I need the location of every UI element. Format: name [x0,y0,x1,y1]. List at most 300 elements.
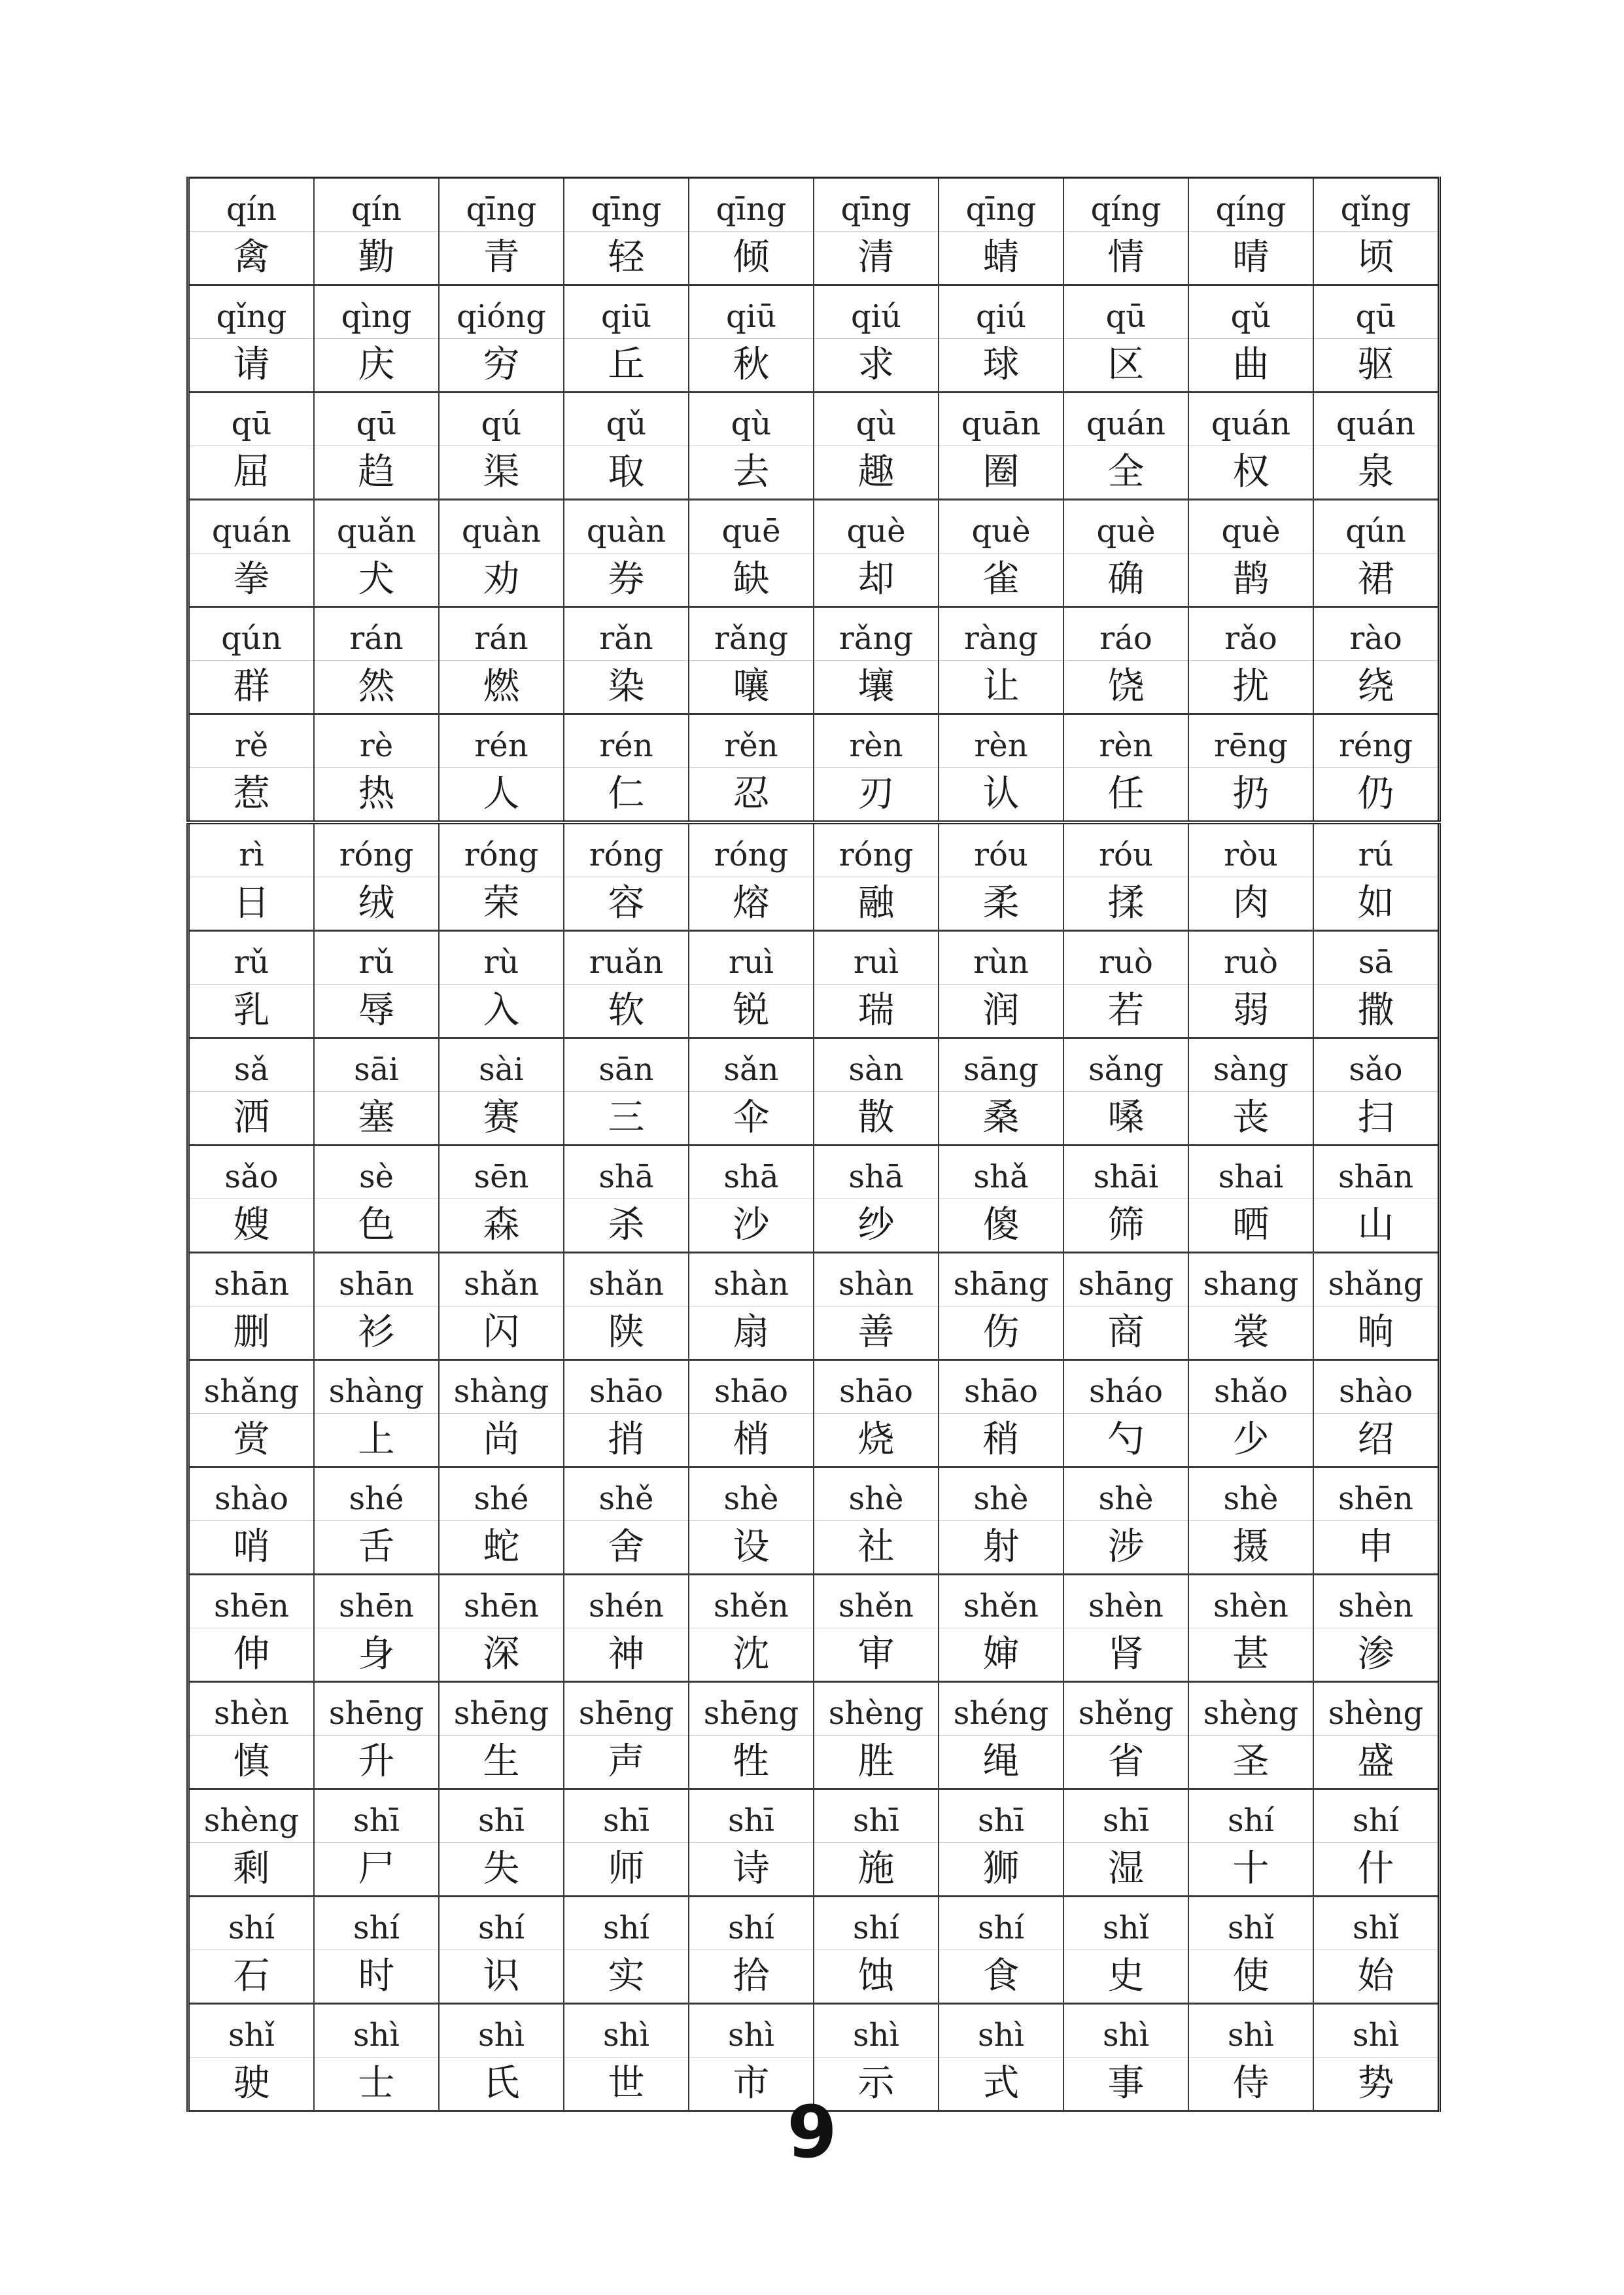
pinyin-row [188,2004,1440,2058]
hanzi-cell: 蚀 [814,1950,939,2004]
pinyin-cell: shè [814,1467,939,1521]
hanzi-cell: 晒 [1188,1199,1313,1253]
hanzi-cell: 式 [939,2058,1063,2111]
pinyin-cell: sǎo [188,1146,314,1199]
hanzi-cell: 射 [939,1521,1063,1575]
pinyin-cell: qīng [689,178,814,232]
pinyin-cell: shí [314,1897,439,1950]
hanzi-cell: 嚷 [689,661,814,714]
hanzi-cell: 闪 [439,1306,564,1360]
pinyin-cell: qū [1313,285,1440,339]
pinyin-cell: rèn [814,714,939,768]
hanzi-cell: 声 [564,1736,689,1789]
hanzi-cell: 绕 [1313,661,1440,714]
hanzi-cell: 拳 [188,553,314,607]
pinyin-cell: shī [1063,1789,1188,1843]
hanzi-cell: 肉 [1188,877,1313,931]
pinyin-cell: sǎng [1063,1038,1188,1092]
pinyin-cell: shā [564,1146,689,1199]
hanzi-cell: 势 [1313,2058,1440,2111]
pinyin-cell: shào [1313,1360,1440,1414]
hanzi-cell: 沙 [689,1199,814,1253]
pinyin-cell: shèn [1313,1575,1440,1628]
hanzi-cell: 失 [439,1843,564,1897]
hanzi-cell: 剩 [188,1843,314,1897]
pinyin-cell: shǎ [939,1146,1063,1199]
pinyin-cell: shān [188,1253,314,1306]
pinyin-cell: rì [188,822,314,877]
pinyin-cell: shēng [314,1682,439,1736]
pinyin-cell: shēn [314,1575,439,1628]
pinyin-cell: shí [939,1897,1063,1950]
pinyin-cell: sāng [939,1038,1063,1092]
hanzi-cell: 衫 [314,1306,439,1360]
pinyin-cell: shàng [314,1360,439,1414]
hanzi-cell: 尚 [439,1414,564,1467]
pinyin-cell: shé [439,1467,564,1521]
pinyin-cell: qīng [814,178,939,232]
pinyin-cell: sǎo [1313,1038,1440,1092]
hanzi-cell: 使 [1188,1950,1313,2004]
hanzi-cell: 驱 [1313,339,1440,393]
pinyin-cell: shēn [188,1575,314,1628]
pinyin-cell: qún [1313,500,1440,553]
hanzi-cell: 桑 [939,1092,1063,1146]
hanzi-row [188,1843,1440,1897]
hanzi-cell: 伞 [689,1092,814,1146]
hanzi-cell: 史 [1063,1950,1188,2004]
hanzi-cell: 深 [439,1628,564,1682]
pinyin-cell: qú [439,393,564,446]
pinyin-row [188,393,1440,446]
pinyin-cell: quán [1188,393,1313,446]
hanzi-cell: 傻 [939,1199,1063,1253]
hanzi-row [188,446,1440,500]
pinyin-cell: shì [314,2004,439,2058]
pinyin-cell: shì [814,2004,939,2058]
pinyin-cell: shēng [689,1682,814,1736]
hanzi-cell: 去 [689,446,814,500]
pinyin-cell: qín [188,178,314,232]
pinyin-cell: shāng [939,1253,1063,1306]
hanzi-cell: 伤 [939,1306,1063,1360]
hanzi-cell: 事 [1063,2058,1188,2111]
pinyin-row [188,285,1440,339]
pinyin-cell: ruò [1188,931,1313,985]
hanzi-row [188,1521,1440,1575]
pinyin-cell: sēn [439,1146,564,1199]
pinyin-cell: shā [814,1146,939,1199]
pinyin-cell: shǎng [1313,1253,1440,1306]
hanzi-cell: 绳 [939,1736,1063,1789]
pinyin-cell: ráo [1063,607,1188,661]
hanzi-cell: 甚 [1188,1628,1313,1682]
pinyin-cell: rè [314,714,439,768]
pinyin-cell: shì [1188,2004,1313,2058]
pinyin-cell: shèn [1188,1575,1313,1628]
pinyin-cell: rǎng [689,607,814,661]
pinyin-cell: róng [564,822,689,877]
hanzi-cell: 确 [1063,553,1188,607]
pinyin-cell: què [814,500,939,553]
pinyin-cell: qīng [439,178,564,232]
hanzi-cell: 柔 [939,877,1063,931]
hanzi-cell: 设 [689,1521,814,1575]
pinyin-cell: qǐng [188,285,314,339]
pinyin-cell: shèng [1188,1682,1313,1736]
pinyin-cell: quàn [564,500,689,553]
pinyin-cell: shāng [1063,1253,1188,1306]
pinyin-cell: shī [314,1789,439,1843]
pinyin-cell: qǐng [1313,178,1440,232]
pinyin-cell: shǐ [1063,1897,1188,1950]
hanzi-cell: 扫 [1313,1092,1440,1146]
pinyin-cell: shěng [1063,1682,1188,1736]
hanzi-row [188,1092,1440,1146]
hanzi-cell: 趋 [314,446,439,500]
hanzi-row [188,232,1440,285]
hanzi-cell: 刃 [814,768,939,823]
hanzi-cell: 纱 [814,1199,939,1253]
hanzi-cell: 嫂 [188,1199,314,1253]
pinyin-cell: sè [314,1146,439,1199]
pinyin-row [188,931,1440,985]
pinyin-cell: shī [439,1789,564,1843]
hanzi-row [188,1950,1440,2004]
hanzi-row [188,877,1440,931]
hanzi-cell: 散 [814,1092,939,1146]
pinyin-cell: qíng [1063,178,1188,232]
pinyin-cell: rú [1313,822,1440,877]
pinyin-row [188,822,1440,877]
pinyin-cell: qíng [1188,178,1313,232]
pinyin-cell: què [1063,500,1188,553]
pinyin-cell: rě [188,714,314,768]
hanzi-cell: 蜻 [939,232,1063,285]
pinyin-cell: shāo [814,1360,939,1414]
pinyin-cell: shéng [939,1682,1063,1736]
pinyin-cell: shèn [188,1682,314,1736]
pinyin-cell: quán [1313,393,1440,446]
pinyin-cell: shèng [814,1682,939,1736]
hanzi-cell: 请 [188,339,314,393]
hanzi-cell: 庆 [314,339,439,393]
hanzi-cell: 识 [439,1950,564,2004]
hanzi-cell: 裳 [1188,1306,1313,1360]
pinyin-cell: róng [814,822,939,877]
hanzi-cell: 秋 [689,339,814,393]
pinyin-cell: sāi [314,1038,439,1092]
pinyin-cell: shāo [939,1360,1063,1414]
pinyin-cell: rèn [1063,714,1188,768]
pinyin-cell: shǐ [1313,1897,1440,1950]
hanzi-cell: 申 [1313,1521,1440,1575]
hanzi-cell: 世 [564,2058,689,2111]
pinyin-cell: shī [814,1789,939,1843]
pinyin-cell: shì [1313,2004,1440,2058]
hanzi-cell: 胜 [814,1736,939,1789]
pinyin-cell: shěn [689,1575,814,1628]
pinyin-cell: rěn [689,714,814,768]
pinyin-cell: què [1188,500,1313,553]
pinyin-cell: shī [689,1789,814,1843]
hanzi-cell: 示 [814,2058,939,2111]
pinyin-cell: quǎn [314,500,439,553]
pinyin-cell: shí [439,1897,564,1950]
hanzi-cell: 球 [939,339,1063,393]
hanzi-cell: 社 [814,1521,939,1575]
pinyin-cell: shǎn [439,1253,564,1306]
hanzi-cell: 商 [1063,1306,1188,1360]
hanzi-cell: 杀 [564,1199,689,1253]
hanzi-cell: 荣 [439,877,564,931]
pinyin-cell: shī [564,1789,689,1843]
hanzi-cell: 渠 [439,446,564,500]
hanzi-cell: 忍 [689,768,814,823]
hanzi-cell: 勤 [314,232,439,285]
hanzi-cell: 润 [939,985,1063,1038]
pinyin-cell: shēng [439,1682,564,1736]
hanzi-cell: 裙 [1313,553,1440,607]
pinyin-cell: rǎng [814,607,939,661]
hanzi-cell: 软 [564,985,689,1038]
hanzi-row [188,768,1440,823]
hanzi-cell: 券 [564,553,689,607]
hanzi-cell: 升 [314,1736,439,1789]
hanzi-cell: 生 [439,1736,564,1789]
pinyin-cell: shěn [814,1575,939,1628]
hanzi-cell: 入 [439,985,564,1038]
hanzi-cell: 食 [939,1950,1063,2004]
hanzi-cell: 惹 [188,768,314,823]
hanzi-cell: 撒 [1313,985,1440,1038]
hanzi-cell: 权 [1188,446,1313,500]
pinyin-cell: qū [188,393,314,446]
hanzi-row [188,1628,1440,1682]
hanzi-cell: 容 [564,877,689,931]
pinyin-cell: rǎn [564,607,689,661]
hanzi-cell: 晌 [1313,1306,1440,1360]
hanzi-cell: 实 [564,1950,689,2004]
pinyin-cell: réng [1313,714,1440,768]
hanzi-cell: 却 [814,553,939,607]
hanzi-cell: 狮 [939,1843,1063,1897]
pinyin-row [188,178,1440,232]
hanzi-cell: 慎 [188,1736,314,1789]
pinyin-cell: qìng [314,285,439,339]
pinyin-cell: qū [314,393,439,446]
hanzi-cell: 丘 [564,339,689,393]
pinyin-cell: shí [814,1897,939,1950]
hanzi-cell: 赏 [188,1414,314,1467]
hanzi-cell: 山 [1313,1199,1440,1253]
pinyin-cell: shēn [1313,1467,1440,1521]
pinyin-cell: shā [689,1146,814,1199]
pinyin-cell: shì [1063,2004,1188,2058]
pinyin-cell: shāo [564,1360,689,1414]
hanzi-cell: 泉 [1313,446,1440,500]
pinyin-cell: qù [814,393,939,446]
pinyin-cell: shǐ [1188,1897,1313,1950]
hanzi-cell: 屈 [188,446,314,500]
pinyin-cell: ròu [1188,822,1313,877]
pinyin-row [188,714,1440,768]
hanzi-cell: 融 [814,877,939,931]
hanzi-cell: 壤 [814,661,939,714]
pinyin-cell: róu [939,822,1063,877]
hanzi-cell: 哨 [188,1521,314,1575]
hanzi-row [188,1736,1440,1789]
hanzi-cell: 扰 [1188,661,1313,714]
pinyin-cell: qǔ [1188,285,1313,339]
pinyin-cell: sàn [814,1038,939,1092]
pinyin-cell: sháo [1063,1360,1188,1414]
pinyin-cell: quán [188,500,314,553]
pinyin-table [186,177,1441,2112]
hanzi-cell: 辱 [314,985,439,1038]
hanzi-cell: 尸 [314,1843,439,1897]
hanzi-cell: 十 [1188,1843,1313,1897]
hanzi-cell: 肾 [1063,1628,1188,1682]
pinyin-cell: shí [1188,1789,1313,1843]
hanzi-cell: 省 [1063,1736,1188,1789]
pinyin-cell: shěn [939,1575,1063,1628]
hanzi-cell: 扔 [1188,768,1313,823]
hanzi-cell: 穷 [439,339,564,393]
pinyin-cell: sài [439,1038,564,1092]
hanzi-cell: 瑞 [814,985,939,1038]
pinyin-cell: shàn [689,1253,814,1306]
hanzi-row [188,661,1440,714]
hanzi-cell: 伸 [188,1628,314,1682]
hanzi-cell: 轻 [564,232,689,285]
hanzi-cell: 染 [564,661,689,714]
hanzi-cell: 蛇 [439,1521,564,1575]
pinyin-cell: sān [564,1038,689,1092]
hanzi-cell: 涉 [1063,1521,1188,1575]
hanzi-cell: 人 [439,768,564,823]
hanzi-cell: 捎 [564,1414,689,1467]
hanzi-cell: 晴 [1188,232,1313,285]
hanzi-cell: 鹊 [1188,553,1313,607]
hanzi-cell: 审 [814,1628,939,1682]
hanzi-cell: 施 [814,1843,939,1897]
pinyin-cell: shī [939,1789,1063,1843]
hanzi-cell: 勺 [1063,1414,1188,1467]
pinyin-cell: shèng [1313,1682,1440,1736]
pinyin-cell: shén [564,1575,689,1628]
pinyin-row [188,1897,1440,1950]
hanzi-cell: 侍 [1188,2058,1313,2111]
pinyin-cell: qù [689,393,814,446]
pinyin-cell: quàn [439,500,564,553]
pinyin-cell: shāo [689,1360,814,1414]
pinyin-cell: qiū [564,285,689,339]
hanzi-cell: 燃 [439,661,564,714]
hanzi-cell: 什 [1313,1843,1440,1897]
hanzi-cell: 饶 [1063,661,1188,714]
hanzi-cell: 群 [188,661,314,714]
hanzi-cell: 婶 [939,1628,1063,1682]
hanzi-cell: 扇 [689,1306,814,1360]
pinyin-cell: shè [1188,1467,1313,1521]
hanzi-cell: 认 [939,768,1063,823]
pinyin-cell: shàng [439,1360,564,1414]
hanzi-cell: 上 [314,1414,439,1467]
hanzi-cell: 若 [1063,985,1188,1038]
pinyin-row [188,1682,1440,1736]
hanzi-cell: 氏 [439,2058,564,2111]
hanzi-cell: 筛 [1063,1199,1188,1253]
hanzi-cell: 然 [314,661,439,714]
pinyin-cell: qún [188,607,314,661]
pinyin-cell: shé [314,1467,439,1521]
pinyin-cell: shě [564,1467,689,1521]
pinyin-cell: quē [689,500,814,553]
pinyin-cell: ruì [814,931,939,985]
hanzi-cell: 盛 [1313,1736,1440,1789]
pinyin-cell: rán [314,607,439,661]
pinyin-cell: qiú [814,285,939,339]
pinyin-cell: rù [439,931,564,985]
hanzi-cell: 趣 [814,446,939,500]
hanzi-row [188,1414,1440,1467]
hanzi-cell: 渗 [1313,1628,1440,1682]
pinyin-cell: rào [1313,607,1440,661]
hanzi-cell: 青 [439,232,564,285]
hanzi-cell: 少 [1188,1414,1313,1467]
pinyin-cell: qióng [439,285,564,339]
hanzi-cell: 舌 [314,1521,439,1575]
hanzi-cell: 士 [314,2058,439,2111]
pinyin-cell: rǔ [314,931,439,985]
hanzi-cell: 舍 [564,1521,689,1575]
hanzi-cell: 任 [1063,768,1188,823]
pinyin-cell: shèng [188,1789,314,1843]
hanzi-cell: 如 [1313,877,1440,931]
hanzi-cell: 绒 [314,877,439,931]
pinyin-cell: shí [689,1897,814,1950]
hanzi-cell: 市 [689,2058,814,2111]
pinyin-cell: róng [439,822,564,877]
pinyin-cell: qīng [564,178,689,232]
hanzi-cell: 弱 [1188,985,1313,1038]
pinyin-cell: shè [1063,1467,1188,1521]
pinyin-cell: rén [439,714,564,768]
pinyin-cell: shí [564,1897,689,1950]
hanzi-cell: 驶 [188,2058,314,2111]
hanzi-cell: 森 [439,1199,564,1253]
hanzi-cell: 诗 [689,1843,814,1897]
hanzi-cell: 倾 [689,232,814,285]
pinyin-cell: ruì [689,931,814,985]
pinyin-cell: shí [1313,1789,1440,1843]
pinyin-row [188,607,1440,661]
hanzi-cell: 情 [1063,232,1188,285]
pinyin-cell: shǐ [188,2004,314,2058]
pinyin-cell: shàn [814,1253,939,1306]
hanzi-cell: 熔 [689,877,814,931]
pinyin-cell: róu [1063,822,1188,877]
hanzi-cell: 雀 [939,553,1063,607]
pinyin-cell: ruǎn [564,931,689,985]
pinyin-cell: sǎn [689,1038,814,1092]
hanzi-cell: 乳 [188,985,314,1038]
hanzi-cell: 圣 [1188,1736,1313,1789]
pinyin-cell: shēn [439,1575,564,1628]
pinyin-cell: qū [1063,285,1188,339]
pinyin-cell: qín [314,178,439,232]
